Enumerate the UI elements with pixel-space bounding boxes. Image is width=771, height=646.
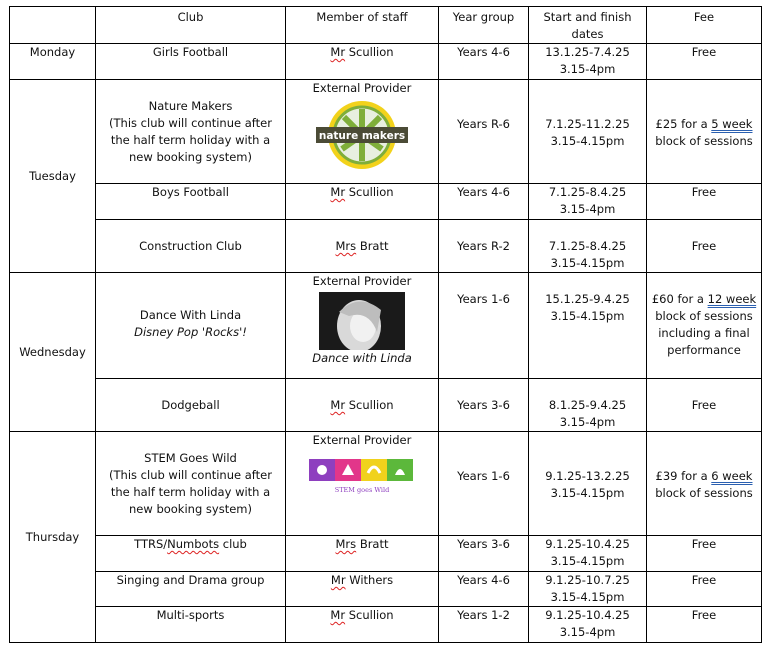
- staff-cell: [286, 80, 439, 184]
- dates: 9.1.25-13.2.25: [545, 469, 630, 483]
- table-row: [10, 536, 762, 572]
- club-name: Girls Football: [96, 44, 286, 80]
- staff-title: Mr: [330, 398, 346, 412]
- header-fee: Fee: [647, 7, 762, 44]
- year-group: Years 3-6: [439, 536, 529, 572]
- year-group: Years 3-6: [439, 379, 529, 432]
- fee: Free: [647, 184, 762, 220]
- fee: Free: [647, 44, 762, 80]
- fee: Free: [647, 536, 762, 572]
- year-group: Years 4-6: [439, 572, 529, 607]
- fee-cell: [647, 432, 762, 536]
- table-row: [10, 44, 762, 80]
- time: 3.15-4pm: [559, 62, 616, 76]
- time: 3.15-4.15pm: [550, 554, 625, 568]
- staff-cell: [286, 273, 439, 379]
- nature-makers-logo: [316, 99, 408, 171]
- staff-title: Mr: [330, 45, 346, 59]
- club-note: (This club will continue after the half term holiday with a new booking system): [109, 116, 272, 164]
- staff-name: Scullion: [348, 45, 394, 59]
- header-dates: Start and finish dates: [529, 7, 647, 44]
- day-monday: Monday: [10, 44, 96, 80]
- staff-title: Mr: [330, 573, 346, 587]
- fee-post: block of sessions including a final performance: [655, 309, 753, 357]
- dates: 9.1.25-10.7.25: [545, 573, 630, 587]
- header-club: Club: [96, 7, 286, 44]
- fee-cell: [647, 273, 762, 379]
- external-provider-label: External Provider: [312, 81, 412, 95]
- dates-cell: [529, 379, 647, 432]
- fee-duration: 5 week: [711, 117, 753, 131]
- club-name: Dodgeball: [96, 379, 286, 432]
- year-group: Years 4-6: [439, 44, 529, 80]
- table-row: [10, 379, 762, 432]
- table-row: [10, 184, 762, 220]
- year-group: Years 1-2: [439, 607, 529, 643]
- staff-name: Bratt: [359, 239, 389, 253]
- time: 3.15-4.15pm: [550, 590, 625, 604]
- staff-title: Mr: [330, 185, 346, 199]
- year-group: Years R-6: [439, 80, 529, 184]
- dates: 7.1.25-8.4.25: [548, 185, 627, 199]
- staff-name: Scullion: [348, 398, 394, 412]
- day-wednesday: Wednesday: [10, 273, 96, 432]
- dates: 9.1.25-10.4.25: [545, 537, 630, 551]
- club-name: Dance With Linda: [139, 308, 242, 322]
- staff-name: Scullion: [348, 185, 394, 199]
- fee: Free: [647, 607, 762, 643]
- dance-with-linda-photo: [319, 292, 405, 350]
- day-thursday: Thursday: [10, 432, 96, 643]
- fee-pre: £25 for a: [655, 117, 712, 131]
- fee-pre: £39 for a: [655, 469, 712, 483]
- staff-cell: [286, 572, 439, 607]
- club-name: Boys Football: [96, 184, 286, 220]
- dates-cell: [529, 80, 647, 184]
- dates-cell: [529, 44, 647, 80]
- table-row: [10, 572, 762, 607]
- fee: Free: [647, 379, 762, 432]
- time: 3.15-4pm: [559, 202, 616, 216]
- year-group: Years 1-6: [439, 273, 529, 379]
- header-year: Year group: [439, 7, 529, 44]
- dates: 15.1.25-9.4.25: [545, 292, 630, 306]
- club-name: Singing and Drama group: [96, 572, 286, 607]
- fee-duration: 6 week: [711, 469, 753, 483]
- staff-title: Mrs: [335, 239, 357, 253]
- clubs-table: [9, 6, 762, 643]
- dates-cell: [529, 536, 647, 572]
- dates-cell: [529, 184, 647, 220]
- club-cell: [96, 273, 286, 379]
- staff-cell: [286, 607, 439, 643]
- dates: 8.1.25-9.4.25: [548, 398, 627, 412]
- fee-post: block of sessions: [655, 486, 753, 500]
- club-note: (This club will continue after the half term holiday with a new booking system): [109, 468, 272, 516]
- fee: Free: [647, 220, 762, 273]
- staff-name: Bratt: [359, 537, 389, 551]
- external-provider-label: External Provider: [312, 433, 412, 447]
- fee: Free: [647, 572, 762, 607]
- table-row: [10, 432, 762, 536]
- club-name-post: club: [219, 537, 247, 551]
- club-note: Disney Pop 'Rocks'!: [134, 325, 247, 339]
- table-row: [10, 273, 762, 379]
- staff-title: Mr: [330, 608, 346, 622]
- time: 3.15-4pm: [559, 625, 616, 639]
- staff-cell: [286, 432, 439, 536]
- header-row: [10, 7, 762, 44]
- dates-cell: [529, 432, 647, 536]
- staff-cell: [286, 379, 439, 432]
- club-name-numbots: Numbots: [167, 537, 220, 551]
- club-name: Multi-sports: [96, 607, 286, 643]
- table-row: [10, 80, 762, 184]
- staff-name: Scullion: [348, 608, 394, 622]
- header-day: [10, 7, 96, 44]
- club-name: Nature Makers: [148, 99, 233, 113]
- time: 3.15-4.15pm: [550, 256, 625, 270]
- staff-name: Withers: [349, 573, 394, 587]
- dates: 13.1.25-7.4.25: [545, 45, 630, 59]
- nature-makers-logo-text: nature makers: [318, 130, 406, 142]
- fee-pre: £60 for a: [651, 292, 708, 306]
- year-group: Years 1-6: [439, 432, 529, 536]
- dates: 7.1.25-11.2.25: [545, 117, 630, 131]
- time: 3.15-4.15pm: [550, 134, 625, 148]
- year-group: Years R-2: [439, 220, 529, 273]
- external-provider-label: External Provider: [312, 274, 412, 288]
- dates-cell: [529, 572, 647, 607]
- fee-duration: 12 week: [707, 292, 757, 306]
- dates: 7.1.25-8.4.25: [548, 239, 627, 253]
- club-cell: [96, 536, 286, 572]
- day-tuesday: Tuesday: [10, 80, 96, 273]
- club-name: STEM Goes Wild: [144, 451, 237, 465]
- club-name: Construction Club: [96, 220, 286, 273]
- fee-cell: [647, 80, 762, 184]
- staff-cell: [286, 220, 439, 273]
- header-staff: Member of staff: [286, 7, 439, 44]
- dance-caption: Dance with Linda: [312, 351, 412, 365]
- dates-cell: [529, 607, 647, 643]
- time: 3.15-4pm: [559, 415, 616, 429]
- fee-post: block of sessions: [655, 134, 753, 148]
- dates-cell: [529, 273, 647, 379]
- stem-goes-wild-logo: [307, 455, 417, 495]
- time: 3.15-4.15pm: [550, 309, 625, 323]
- time: 3.15-4.15pm: [550, 486, 625, 500]
- staff-title: Mrs: [335, 537, 357, 551]
- club-cell: [96, 80, 286, 184]
- staff-cell: [286, 536, 439, 572]
- club-name-pre: TTRS/: [134, 537, 168, 551]
- table-row: [10, 220, 762, 273]
- club-cell: [96, 432, 286, 536]
- staff-cell: [286, 44, 439, 80]
- dates: 9.1.25-10.4.25: [545, 608, 630, 622]
- staff-cell: [286, 184, 439, 220]
- year-group: Years 4-6: [439, 184, 529, 220]
- dates-cell: [529, 220, 647, 273]
- table-row: [10, 607, 762, 643]
- stem-logo-text: STEM goes Wild: [334, 486, 390, 494]
